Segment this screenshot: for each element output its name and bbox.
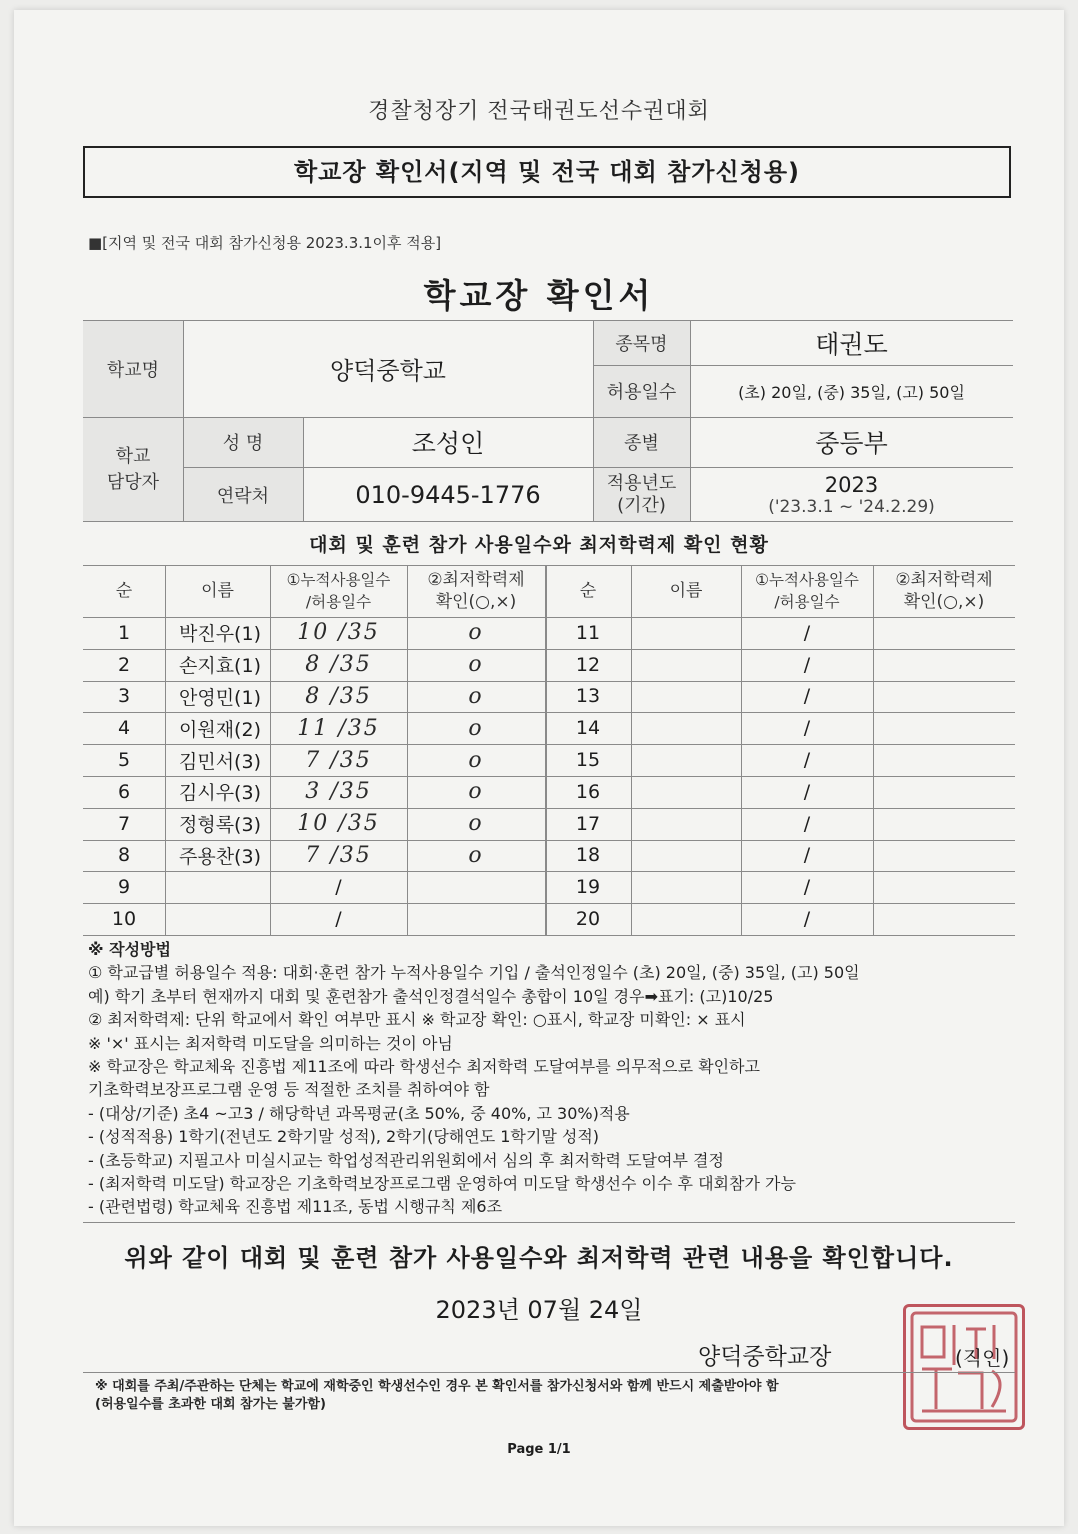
header-no-left: 순 [115,581,133,601]
left-student-name [165,871,270,903]
right-student-name [631,744,741,776]
header-name-right: 이름 [669,581,703,601]
right-achievement-check [873,808,1015,840]
right-achievement-check [873,681,1015,713]
left-student-name: 손지효(1) [179,655,261,678]
event-label: 종목명 [593,320,690,365]
manager-name-label: 성 명 [183,417,303,467]
confirmation-statement: 위와 같이 대회 및 훈련 참가 사용일수와 최저학력 관련 내용을 확인합니다. [124,1244,954,1272]
instruction-line: 기초학력보장프로그램 운영 등 적절한 조치를 취하여야 함 [88,1080,490,1100]
right-days-used: / [803,653,811,676]
left-row-number: 9 [117,876,131,899]
event-value: 태권도 [815,329,888,359]
left-days-used: 8 /35 [305,683,372,709]
right-days-used: / [803,908,811,931]
right-achievement-check [873,617,1015,649]
instruction-line: - (성적적용) 1학기(전년도 2학기말 성적), 2학기(당해연도 1학기말 성적) [88,1127,600,1147]
footer-notice: ※ 대회를 주최/주관하는 단체는 학교에 재학중인 학생선수인 경우 본 확인서를 참가신청서와 함께 반드시 제출받아야 함 (허용일수를 초과한 대회 참가는 불가함) [95,1379,779,1412]
right-days-used: / [803,717,811,740]
header-days-left: ①누적사용일수 /허용일수 [286,571,391,611]
right-student-name [631,617,741,649]
contact-value: 010-9445-1776 [355,480,541,509]
form-title-box: 학교장 확인서(지역 및 전국 대회 참가신청용) [83,146,1011,198]
left-row-number: 1 [117,621,131,644]
applicability-notice: ■[지역 및 전국 대회 참가신청용 2023.3.1이후 적용] [88,234,442,252]
right-row-number: 19 [575,876,601,899]
instruction-line: - (최저학력 미도달) 학교장은 기초학력보장프로그램 운영하여 미도달 학생선수 이수 후 대회참가 가능 [88,1174,796,1194]
left-days-used: 8 /35 [305,652,372,678]
principal-signature-line: 양덕중학교장 [698,1344,832,1370]
right-student-name [631,871,741,903]
right-achievement-check [873,776,1015,808]
instruction-line: ※ '×' 표시는 최저학력 미도달을 의미하는 것이 아님 [88,1033,453,1053]
right-row-number: 17 [575,812,601,835]
year-cell [690,467,1013,522]
right-student-name [631,808,741,840]
left-row-number: 8 [117,844,131,867]
left-student-name: 김민서(3) [179,750,261,773]
right-days-used: / [803,685,811,708]
right-achievement-check [873,903,1015,935]
left-achievement-check: o [468,811,484,837]
right-row-number: 15 [575,749,601,772]
footer-divider [83,1372,1015,1373]
info-table [83,320,1013,522]
right-achievement-check [873,649,1015,681]
left-days-used: 11 /35 [297,715,380,741]
left-achievement-check: o [468,715,484,741]
right-achievement-check [873,871,1015,903]
manager-name-value: 조성인 [411,429,485,458]
right-achievement-check [873,712,1015,744]
right-row-number: 18 [575,844,601,867]
left-achievement-check [407,871,545,903]
manager-label: 학교 담당자 [83,417,183,522]
left-student-name [165,903,270,935]
instruction-line: ② 최저학력제: 단위 학교에서 확인 여부만 표시 ※ 학교장 확인: ○표시, 학교장 미확인: × 표시 [88,1010,746,1030]
page-number: Page 1/1 [507,1442,571,1457]
left-days-used: 10 /35 [297,811,380,837]
instruction-line: ※ 학교장은 학교체육 진흥법 제11조에 따라 학생선수 최저학력 도달여부를 의무적으로 확인하고 [88,1057,760,1077]
right-days-used: / [803,780,811,803]
allowed-days-label: 허용일수 [593,365,690,417]
document-title: 학교장 확인서 [423,276,655,315]
left-student-name: 이원재(2) [179,718,261,741]
school-name-value: 양덕중학교 [330,357,446,385]
right-row-number: 16 [575,780,601,803]
right-student-name [631,903,741,935]
right-row-number: 13 [575,685,601,708]
header-no-right: 순 [579,581,597,601]
left-days-used: 10 /35 [297,620,380,646]
left-achievement-check: o [468,652,484,678]
right-student-name [631,712,741,744]
category-label: 종별 [593,417,690,467]
left-student-name: 정형록(3) [179,814,261,837]
left-student-name: 박진우(1) [179,623,261,646]
header-check-left: ②최저학력제 확인(○,×) [427,570,525,612]
right-row-number: 20 [575,908,601,931]
year-value: 2023 [824,472,879,497]
right-student-name [631,776,741,808]
right-row-number: 14 [575,717,601,740]
divider [83,1222,1015,1223]
left-days-used: / [335,876,342,899]
section-title: 대회 및 훈련 참가 사용일수와 최저학력제 확인 현황 [309,534,769,556]
right-row-number: 11 [575,621,601,644]
left-achievement-check: o [468,842,484,868]
left-achievement-check: o [468,620,484,646]
left-achievement-check: o [468,683,484,709]
right-achievement-check [873,744,1015,776]
left-row-number: 3 [117,685,131,708]
header-name-left: 이름 [201,581,234,601]
seal-label: (직인) [955,1346,1010,1370]
instruction-line: - (관련법령) 학교체육 진흥법 제11조, 동법 시행규칙 제6조 [88,1197,503,1217]
right-student-name [631,649,741,681]
left-days-used: 7 /35 [305,747,372,773]
left-row-number: 6 [117,780,131,803]
left-row-number: 7 [117,812,131,835]
left-days-used: 7 /35 [305,842,372,868]
year-label: 적용년도 (기간) [593,467,690,522]
left-days-used: / [335,908,342,931]
roster-table [83,565,1015,935]
left-student-name: 김시우(3) [179,782,261,805]
left-row-number: 2 [117,653,131,676]
right-student-name [631,840,741,872]
instruction-line: - (초등학교) 지필고사 미실시교는 학업성적관리위원회에서 심의 후 최저학력 도달여부 결정 [88,1150,724,1170]
left-achievement-check: o [468,747,484,773]
contact-label: 연락처 [183,467,303,522]
left-row-number: 4 [117,717,131,740]
instruction-line: - (대상/기준) 초4 ~고3 / 해당학년 과목평균(초 50%, 중 40%, 고 30%)적용 [88,1103,630,1123]
instructions-heading: ※ 작성방법 [88,940,171,959]
instruction-line: 예) 학기 초부터 현재까지 대회 및 훈련참가 출석인정결석일수 총합이 10일 경우➡표기: (고)10/25 [88,986,774,1006]
right-days-used: / [803,812,811,835]
left-achievement-check: o [468,779,484,805]
right-achievement-check [873,840,1015,872]
right-days-used: / [803,749,811,772]
left-days-used: 3 /35 [305,779,372,805]
right-student-name [631,681,741,713]
school-name-label: 학교명 [83,320,183,417]
document-date: 2023년 07월 24일 [435,1296,643,1324]
header-check-right: ②최저학력제 확인(○,×) [895,570,993,612]
allowed-days-value: (초) 20일, (중) 35일, (고) 50일 [738,382,965,402]
writing-instructions [88,938,1018,1219]
left-row-number: 5 [117,749,131,772]
category-value: 중등부 [815,429,888,458]
instruction-line: ① 학교급별 허용일수 적용: 대회·훈련 참가 누적사용일수 기입 / 출석인정일수 (초) 20일, (중) 35일, (고) 50일 [88,963,860,983]
left-row-number: 10 [111,908,137,931]
left-achievement-check [407,903,545,935]
left-student-name: 주용찬(3) [179,845,261,868]
left-student-name: 안영민(1) [179,686,261,709]
right-days-used: / [803,621,811,644]
right-days-used: / [803,844,811,867]
right-row-number: 12 [575,653,601,676]
header-days-right: ①누적사용일수 /허용일수 [755,571,859,611]
right-days-used: / [803,876,811,899]
tournament-title: 경찰청장기 전국태권도선수권대회 [368,99,710,124]
year-period: ('23.3.1 ~ '24.2.29) [768,496,935,517]
